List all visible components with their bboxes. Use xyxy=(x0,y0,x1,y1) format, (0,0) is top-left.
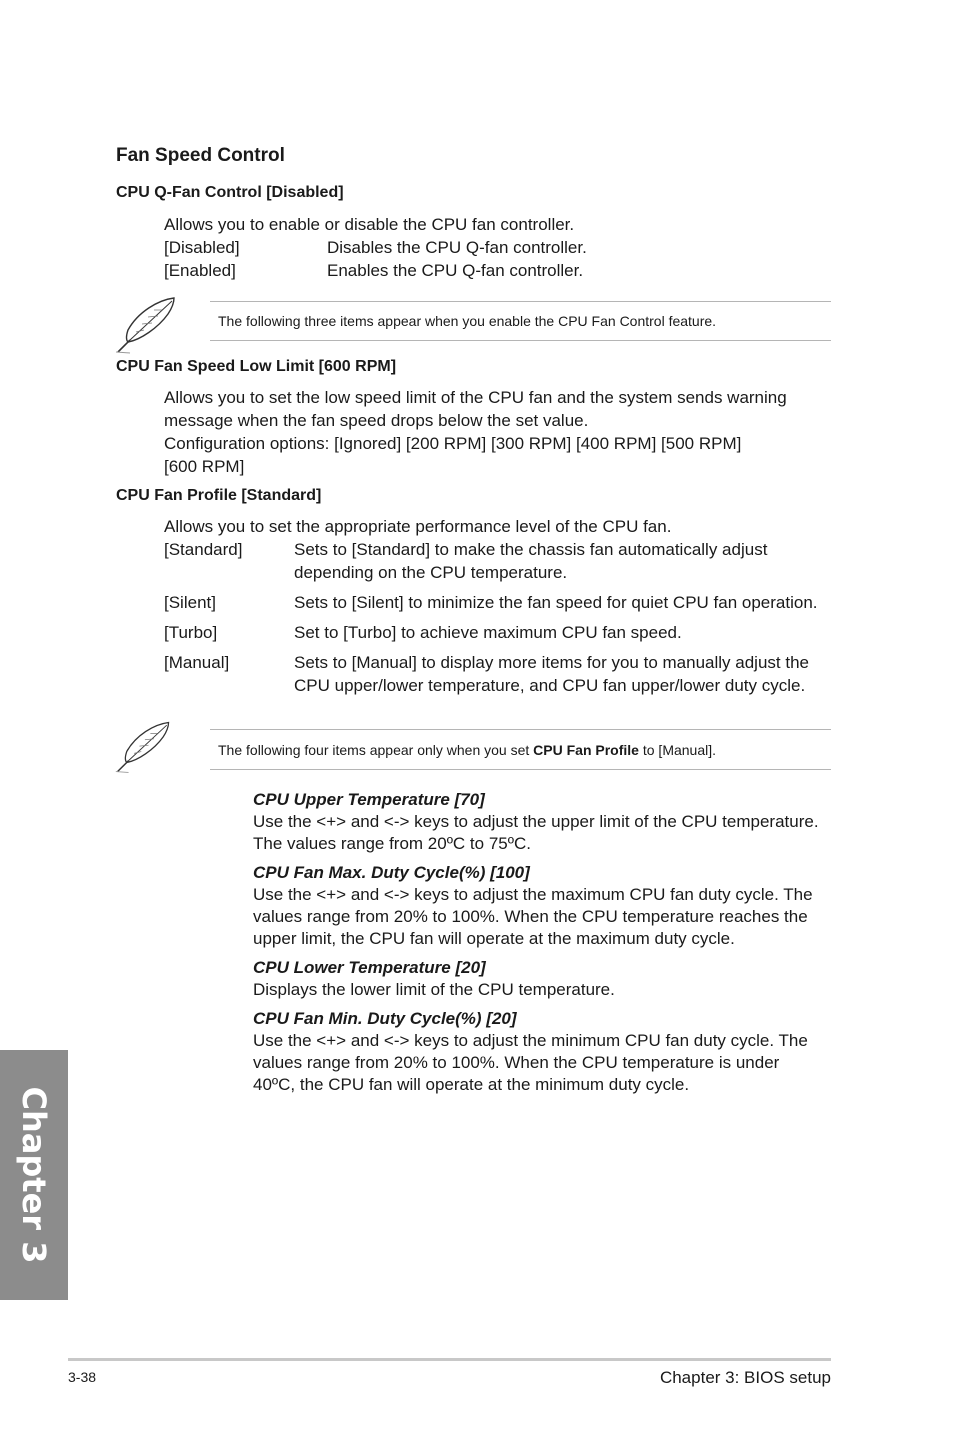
note-bottom-rule xyxy=(210,340,831,341)
profile-option-desc: Sets to [Silent] to minimize the fan speed for quiet CPU fan operation. xyxy=(294,593,818,612)
manual-item-line: values range from 20% to 100%. When the CPU temperature is under xyxy=(253,1053,780,1072)
profile-desc: Allows you to set the appropriate performance level of the CPU fan. xyxy=(164,517,672,536)
manual-item-line: upper limit, the CPU fan will operate at the maximum duty cycle. xyxy=(253,929,735,948)
note-top-rule xyxy=(210,301,831,302)
profile-option-name: [Turbo] xyxy=(164,623,218,642)
manual-item-title: CPU Lower Temperature [20] xyxy=(253,958,486,977)
q-fan-title: CPU Q-Fan Control [Disabled] xyxy=(116,184,344,201)
manual-item xyxy=(253,862,813,950)
profile-option-line: Sets to [Manual] to display more items for you to manually adjust the xyxy=(294,653,809,672)
note-text-bold: CPU Fan Profile xyxy=(533,742,639,758)
footer-rule xyxy=(68,1358,831,1361)
profile-option-desc xyxy=(294,538,767,584)
manual-item xyxy=(253,957,615,1001)
manual-item-line: Use the <+> and <-> keys to adjust the maximum CPU fan duty cycle. The xyxy=(253,885,813,904)
note-text xyxy=(218,742,716,758)
note-text: The following three items appear when you enable the CPU Fan Control feature. xyxy=(218,313,717,329)
note-bottom-rule xyxy=(210,769,831,770)
profile-option-line: Sets to [Standard] to make the chassis fan automatically adjust xyxy=(294,540,768,559)
note-text-pre: The following four items appear only when you set xyxy=(218,742,534,758)
chapter-tab xyxy=(0,1050,68,1300)
manual-item-line: The values range from 20ºC to 75ºC. xyxy=(253,834,531,853)
manual-item xyxy=(253,1008,808,1096)
profile-option-name: [Standard] xyxy=(164,540,243,559)
profile-option-name: [Manual] xyxy=(164,653,230,672)
low-limit-line: message when the fan speed drops below the set value. xyxy=(164,411,589,430)
page-number: 3-38 xyxy=(68,1369,97,1385)
manual-item-title: CPU Fan Min. Duty Cycle(%) [20] xyxy=(253,1009,517,1028)
manual-item-line: values range from 20% to 100%. When the CPU temperature reaches the xyxy=(253,907,808,926)
profile-title: CPU Fan Profile [Standard] xyxy=(116,487,322,504)
profile-option-desc xyxy=(294,651,809,697)
manual-item-title: CPU Fan Max. Duty Cycle(%) [100] xyxy=(253,863,530,882)
footer-chapter-title: Chapter 3: BIOS setup xyxy=(659,1368,831,1387)
low-limit-line: [600 RPM] xyxy=(164,457,245,476)
manual-item-line: 40ºC, the CPU fan will operate at the minimum duty cycle. xyxy=(253,1075,690,1094)
profile-option-line: depending on the CPU temperature. xyxy=(294,563,568,582)
manual-item-line: Use the <+> and <-> keys to adjust the minimum CPU fan duty cycle. The xyxy=(253,1031,808,1050)
section-title: Fan Speed Control xyxy=(116,145,285,166)
manual-item-line: Use the <+> and <-> keys to adjust the upper limit of the CPU temperature. xyxy=(253,812,819,831)
chapter-tab-label: Chapter 3 xyxy=(15,1086,53,1264)
low-limit-title: CPU Fan Speed Low Limit [600 RPM] xyxy=(116,358,397,375)
note-text-post: to [Manual]. xyxy=(638,742,717,758)
low-limit-desc xyxy=(164,386,787,478)
profile-option-line: CPU upper/lower temperature, and CPU fan upper/lower duty cycle. xyxy=(294,676,806,695)
low-limit-line: Allows you to set the low speed limit of the CPU fan and the system sends warning xyxy=(164,388,787,407)
profile-option-desc: Set to [Turbo] to achieve maximum CPU fan speed. xyxy=(294,623,682,642)
note-top-rule xyxy=(210,729,831,730)
manual-item xyxy=(253,789,819,855)
q-fan-option-desc: Disables the CPU Q-fan controller. xyxy=(327,238,587,257)
q-fan-option-name: [Disabled] xyxy=(164,238,240,257)
manual-item-title: CPU Upper Temperature [70] xyxy=(253,790,485,809)
profile-option-name: [Silent] xyxy=(164,593,216,612)
feather-pen-icon xyxy=(114,296,180,359)
q-fan-desc: Allows you to enable or disable the CPU fan controller. xyxy=(164,215,575,234)
q-fan-option-desc: Enables the CPU Q-fan controller. xyxy=(327,261,584,280)
low-limit-line: Configuration options: [Ignored] [200 RPM] [300 RPM] [400 RPM] [500 RPM] xyxy=(164,434,742,453)
q-fan-option-name: [Enabled] xyxy=(164,261,236,280)
manual-item-line: Displays the lower limit of the CPU temperature. xyxy=(253,980,615,999)
feather-pen-icon xyxy=(114,719,174,780)
